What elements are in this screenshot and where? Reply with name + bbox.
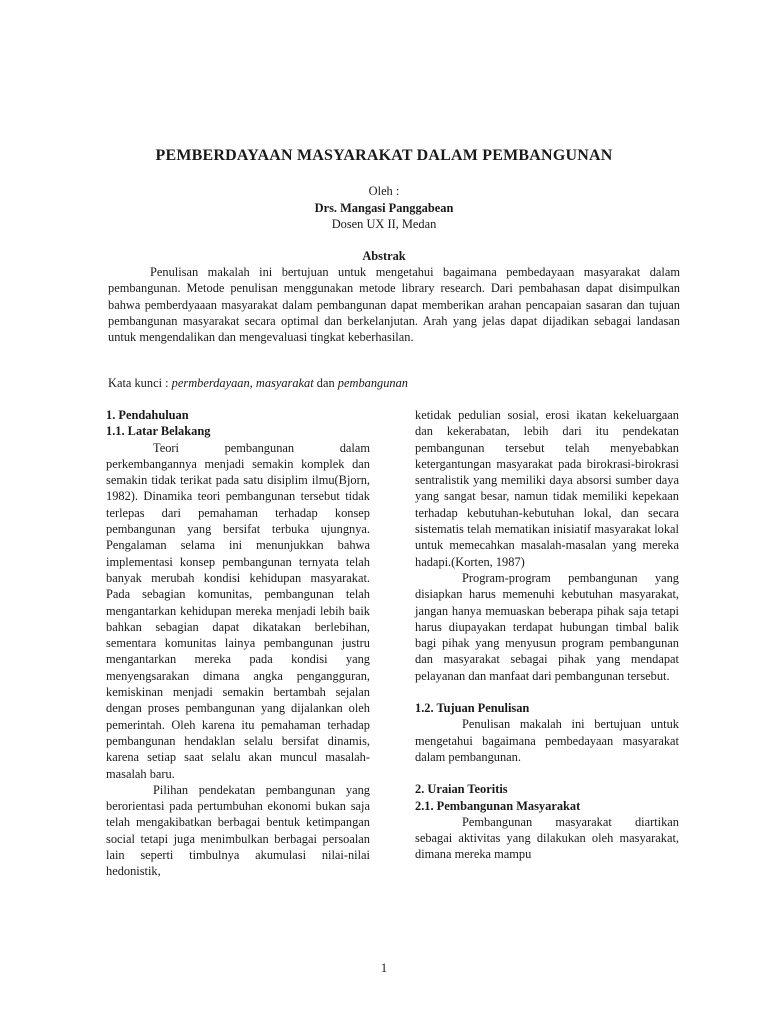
keywords-connector: dan: [316, 376, 335, 390]
keywords-term-1: permberdayaan, masyarakat: [171, 376, 314, 390]
by-label: Oleh :: [368, 184, 400, 198]
right-column: [415, 407, 679, 863]
section-1-1-paragraph-1: Teori pembangunan dalam perkembangannya menjadi semakin komplek dan semakin tidak terikat pada satu disiplim ilmu(Bjorn, 1982). Dinamika teori pembangunan tersebut tidak terlepas dari pemahaman terhadap konsep pembangunan yang bersifat terbuka ujungnya. Pengalaman selama ini menunjukkan bahwa implementasi konsep pembangunan ternyata telah banyak merubah kondisi kehidupan masyarakat. Pada sebagian komunitas, pembangunan telah mengantarkan kehidupan mereka menjadi lebih baik bahkan sebagian dapat dikatakan berlebihan, sementara komunitas lainya pembangunan justru mengantarkan mereka pada kondisi yang menyengsarakan dimana angka pengangguran, kemiskinan menjadi semakin bertambah sejalan dengan proses pembangunan yang dijalankan oleh pemerintah. Oleh karena itu pemahaman terhadap pembangunan hendaklan selalu bersifat dinamis, karena setiap saat selalu akan muncul masalah-masalah baru.: [106, 440, 370, 781]
keywords-label: Kata kunci :: [108, 376, 169, 390]
section-1-1-paragraph-2: Pilihan pendekatan pembangunan yang berorientasi pada pertumbuhan ekonomi bukan saja telah mengakibatkan berbagai bentuk ketimpangan social tetapi juga menimbulkan berbagai persoalan lain seperti timbulnya akumulasi nilai-nilai hedonistik,: [106, 782, 370, 879]
section-2-1-paragraph: Pembangunan masyarakat diartikan sebagai aktivitas yang dilakukan oleh masyarakat, dimana mereka mampu: [415, 814, 679, 862]
abstract-heading: Abstrak: [362, 249, 406, 263]
author-name: Drs. Mangasi Panggabean: [314, 201, 454, 215]
section-2-heading: 2. Uraian Teoritis: [415, 782, 508, 797]
abstract-body: Penulisan makalah ini bertujuan untuk mengetahui bagaimana pembedayaan masyarakat dalam pembangunan. Metode penulisan menggunakan metode library research. Dari pembahasan dapat disimpulkan bahwa pemberdyaaan masyarakat dalam pembangunan dapat memberikan arahan pencapaian sasaran dan tujuan pembangunan masyarakat secara optimal dan berkelanjutan. Arah yang jelas dapat dijadikan sebagai landasan untuk mengendalikan dan mengevaluasi tingkat keberhasilan.: [108, 265, 680, 345]
page-number: 1: [380, 961, 388, 975]
author-affiliation: Dosen UX II, Medan: [331, 217, 437, 231]
keywords-term-2: pembangunan: [337, 376, 409, 390]
section-2-1-heading: 2.1. Pembangunan Masyarakat: [415, 798, 581, 813]
paper-title: PEMBERDAYAAN MASYARAKAT DALAM PEMBANGUNAN: [155, 147, 613, 164]
section-1-1-paragraph-3: Program-program pembangunan yang disiapkan harus memenuhi kebutuhan masyarakat, jangan hanya memuaskan beberapa pihak saja tetapi harus diupayakan terdapat hubungan timbal balik bagi pihak yang menyusun program pembangunan dan masyarakat sebagai pihak yang mendapat pelayanan dan manfaat dari pembangunan tersebut.: [415, 570, 679, 683]
keywords-line: [108, 375, 680, 391]
section-1-2-paragraph: Penulisan makalah ini bertujuan untuk mengetahui bagaimana pembedayaan masyarakat dalam pembangunan.: [415, 717, 679, 764]
left-column: [106, 407, 370, 880]
section-1-2-heading: 1.2. Tujuan Penulisan: [415, 701, 530, 716]
section-1-1-paragraph-2-continued: ketidak pedulian sosial, erosi ikatan kekeluargaan dan kekerabatan, lebih dari itu pendekatan pembangunan tersebut telah menyebabkan ketergantungan masyarakat pada birokrasi-birokrasi sentralistik yang memiliki daya absorsi sumber daya yang sangat besar, namun tidak memiliki kepekaan terhadap kebutuhan-kebutuhan lokal, dan secara sistematis telah mematikan inisiatif masyarakat lokal untuk memecahkan masalah-masalan yang mereka hadapi.(Korten, 1987): [415, 408, 679, 569]
section-1-1-heading: 1.1. Latar Belakang: [106, 424, 211, 439]
section-1-heading: 1. Pendahuluan: [106, 408, 189, 422]
